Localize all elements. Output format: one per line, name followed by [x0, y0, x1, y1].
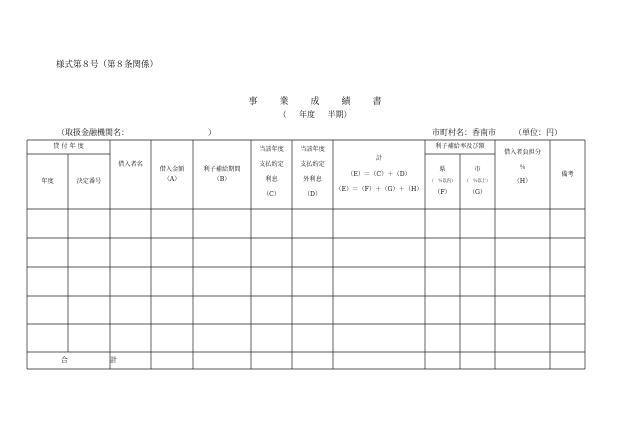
- agreed-interest-header: 当該年度 支払約定 利息 （C）: [259, 146, 284, 198]
- agreed-other-interest-header: 当該年度 支払約定 外利息 （D）: [300, 146, 325, 198]
- remarks-header: 備考: [561, 170, 574, 178]
- lender-close: ）: [208, 128, 216, 137]
- document-title: 事業成績書: [248, 97, 404, 107]
- decision-number-header: 決定番号: [76, 177, 102, 185]
- lender-label: （取扱金融機関名：: [57, 128, 129, 137]
- loan-amount-header: 借入金額 （A）: [159, 166, 185, 183]
- borrower-header: 借入者名: [118, 161, 143, 169]
- total-header: 計 （E）＝（C）＋（D） （E）＝（F）＋（G）＋（H）: [335, 155, 423, 194]
- total-row-label: 合 計: [60, 356, 118, 364]
- municipality-name: 市町村名：香南市: [432, 128, 496, 137]
- subsidy-period-header: 利子補給期間 （B）: [203, 166, 241, 183]
- form-number: 様式第８号（第８条関係）: [56, 60, 159, 70]
- prefecture-header: 県 （ ％以内） （F）: [429, 166, 456, 197]
- loan-year-group-header: 貸 付 年 度: [53, 143, 84, 151]
- period-line: （ 年度 半期）: [278, 110, 352, 119]
- subsidy-rate-group-header: 利子補給率及び額: [435, 143, 485, 151]
- year-header: 年度: [41, 177, 54, 185]
- city-header: 市 （ ％以上） （G）: [464, 166, 491, 197]
- borrower-burden-header: 借入者負担分 ％ （H）: [503, 148, 542, 186]
- unit-label: （単位：円）: [514, 128, 562, 137]
